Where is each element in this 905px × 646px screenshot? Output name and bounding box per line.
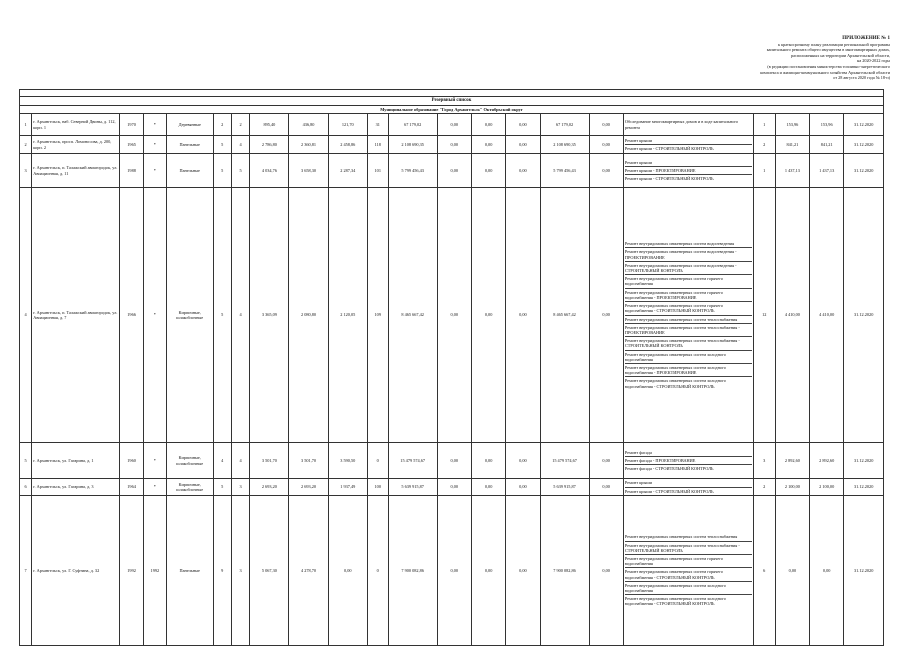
appendix-line: на 2020-2022 годы [857,58,890,64]
cell-c3: 0,00 [471,479,505,496]
cell-p2: 1 437,13 [810,154,844,188]
cell-n: 2 [20,136,32,154]
table-row [20,114,884,136]
cell-res: 31 [367,114,388,136]
table-header-spacer [20,90,884,97]
cell-area2: 2 080,80 [289,188,328,443]
work-item: Ремонт крыши [625,159,752,167]
cell-c5: 5 639 915,87 [540,479,589,496]
cell-mat: Панельные [166,154,213,188]
work-item: Ремонт крыши - ПРОЕКТИРОВАНИЕ [625,167,752,175]
cell-p1: 2 100,00 [775,479,809,496]
work-item: Ремонт внутридомовых инженерных систем холодного водоснабжения [625,582,752,595]
cell-fl: 5 [213,188,231,443]
cell-q: 6 [753,496,775,646]
table-row [20,496,884,646]
work-item: Ремонт внутридомовых инженерных систем холодного водоснабжения - ПРОЕКТИРОВАНИЕ [625,364,752,377]
municipality-caption: Муниципальное образование "Город Архангельск" Октябрьский округ [20,106,884,114]
appendix-line: (в редакции постановления министерства топливно-энергетического [767,63,890,69]
cell-fl: 4 [213,443,231,479]
work-item: Ремонт внутридомовых инженерных систем горячего водоснабжения - СТРОИТЕЛЬНЫЙ КОНТРОЛЬ [625,302,752,315]
work-item: Ремонт внутридомовых инженерных систем горячего водоснабжения - ПРОЕКТИРОВАНИЕ [625,289,752,302]
cell-mat: Кирпичные, шлакоблочные [166,479,213,496]
cell-y2: * [143,136,166,154]
cell-c6: 0,00 [589,136,623,154]
cell-c1: 67 179,02 [388,114,437,136]
cell-c5: 67 179,02 [540,114,589,136]
appendix-line: капитального ремонта общего имущества в многоквартирных домах, [766,47,890,53]
cell-c2: 0,00 [437,136,471,154]
cell-c4: 0,00 [506,154,540,188]
cell-p1: 841,21 [775,136,809,154]
work-item: Ремонт внутридомовых инженерных систем теплоснабжения - СТРОИТЕЛЬНЫЙ КОНТРОЛЬ [625,542,752,555]
cell-c4: 0,00 [506,496,540,646]
cell-c1: 5 799 456,43 [388,154,437,188]
cell-ent: 4 [231,188,249,443]
cell-c3: 0,00 [471,496,505,646]
cell-addr: г. Архангельск, п. Талажский авиагородок, ул. Авиационная, д. 7 [32,188,120,443]
cell-y2: * [143,154,166,188]
cell-area2: 3 501,70 [289,443,328,479]
table-subcaption-row [20,106,884,114]
work-item: Ремонт фасада [625,449,752,457]
cell-q: 2 [753,479,775,496]
work-item: Ремонт внутридомовых инженерных систем горячего водоснабжения - СТРОИТЕЛЬНЫЙ КОНТРОЛЬ [625,568,752,581]
cell-works [623,114,753,136]
cell-c2: 0,00 [437,479,471,496]
cell-n: 5 [20,443,32,479]
cell-area1: 895,40 [250,114,289,136]
cell-c5: 15 479 574,67 [540,443,589,479]
table-row [20,188,884,443]
work-item: Ремонт внутридомовых инженерных систем холодного водоснабжения [625,351,752,364]
cell-d: 31.12.2020 [844,154,884,188]
work-item: Ремонт крыши [625,137,752,145]
cell-addr: г. Архангельск, п. Талажский авиагородок, ул. Авиационная, д. 11 [32,154,120,188]
cell-area3: 2 120,05 [328,188,367,443]
cell-q: 2 [753,136,775,154]
cell-area1: 2 786,80 [250,136,289,154]
cell-y2: * [143,479,166,496]
cell-area1: 5 067,30 [250,496,289,646]
cell-q: 1 [753,114,775,136]
cell-fl: 5 [213,154,231,188]
cell-area1: 4 034,76 [250,154,289,188]
cell-y1: 1966 [120,188,143,443]
work-item: Ремонт внутридомовых инженерных систем теплоснабжения - СТРОИТЕЛЬНЫЙ КОНТРОЛЬ [625,337,752,350]
cell-p1: 2 892,60 [775,443,809,479]
cell-area3: 3 590,50 [328,443,367,479]
cell-d: 31.12.2020 [844,188,884,443]
cell-area1: 2 693,20 [250,479,289,496]
cell-addr: г. Архангельск, ул. Гагарина, д. 1 [32,443,120,479]
cell-works [623,496,753,646]
table-row [20,443,884,479]
work-item: Ремонт фасада - ПРОЕКТИРОВАНИЕ [625,457,752,465]
cell-area2: 2 693,20 [289,479,328,496]
cell-res: 101 [367,154,388,188]
cell-res: 0 [367,443,388,479]
work-item: Ремонт фасада - СТРОИТЕЛЬНЫЙ КОНТРОЛЬ [624,466,714,472]
cell-c6: 0,00 [589,496,623,646]
appendix-line: комплекса и жилищно-коммунального хозяйства Архангельской области [760,69,890,75]
cell-c4: 0,00 [506,114,540,136]
appendix-header [560,36,890,81]
cell-c3: 0,00 [471,154,505,188]
work-item: Ремонт внутридомовых инженерных систем теплоснабжения - ПРОЕКТИРОВАНИЕ [625,324,752,337]
cell-works [623,188,753,443]
cell-res: 100 [367,479,388,496]
cell-ent: 3 [231,479,249,496]
cell-q: 12 [753,188,775,443]
cell-p2: 2 100,00 [810,479,844,496]
cell-p2: 841,21 [810,136,844,154]
cell-c6: 0,00 [589,114,623,136]
cell-d: 31.12.2020 [844,496,884,646]
work-item: Ремонт внутридомовых инженерных систем водоотведения - ПРОЕКТИРОВАНИЕ [625,248,752,261]
cell-res: 0 [367,496,388,646]
cell-p1: 0,00 [775,496,809,646]
cell-c3: 0,00 [471,443,505,479]
cell-mat: Деревянные [166,114,213,136]
cell-c6: 0,00 [589,479,623,496]
cell-res: 118 [367,136,388,154]
cell-area3: 121,70 [328,114,367,136]
work-item: Ремонт крыши [625,479,752,487]
table-row [20,154,884,188]
cell-mat: Кирпичные, шлакоблочные [166,443,213,479]
cell-area3: 2 287,34 [328,154,367,188]
cell-c4: 0,00 [506,479,540,496]
cell-area2: 4 278,70 [289,496,328,646]
cell-c6: 0,00 [589,443,623,479]
work-item: Ремонт внутридомовых инженерных систем теплоснабжения [625,533,752,541]
cell-area2: 2 360,81 [289,136,328,154]
cell-p2: 0,00 [810,496,844,646]
cell-c2: 0,00 [437,188,471,443]
cell-ent: 2 [231,114,249,136]
cell-c1: 15 479 574,67 [388,443,437,479]
cell-c1: 7 900 082,86 [388,496,437,646]
cell-works [623,154,753,188]
cell-p1: 1 437,13 [775,154,809,188]
cell-c4: 0,00 [506,136,540,154]
cell-c6: 0,00 [589,154,623,188]
cell-c3: 0,00 [471,188,505,443]
cell-mat: Кирпичные, шлакоблочные [166,188,213,443]
cell-y1: 1965 [120,136,143,154]
cell-p2: 2 892,60 [810,443,844,479]
cell-c1: 2 108 690,35 [388,136,437,154]
cell-c4: 0,00 [506,443,540,479]
work-item: Ремонт внутридомовых инженерных систем холодного водоснабжения - СТРОИТЕЛЬНЫЙ КОНТРОЛЬ [624,596,726,607]
cell-d: 31.12.2020 [844,443,884,479]
table-caption: Резервный список [20,97,884,106]
work-item: Ремонт крыши - СТРОИТЕЛЬНЫЙ КОНТРОЛЬ [624,176,714,182]
cell-c5: 2 108 690,35 [540,136,589,154]
work-item: Ремонт внутридомовых инженерных систем горячего водоснабжения [625,555,752,568]
cell-c6: 0,00 [589,188,623,443]
cell-y1: 1988 [120,154,143,188]
cell-n: 4 [20,188,32,443]
cell-y2: * [143,443,166,479]
cell-mat: Панельные [166,136,213,154]
cell-c4: 0,00 [506,188,540,443]
cell-p2: 153,96 [810,114,844,136]
cell-ent: 5 [231,154,249,188]
work-item: Ремонт внутридомовых инженерных систем холодного водоснабжения - СТРОИТЕЛЬНЫЙ КОНТРОЛЬ [624,378,726,389]
cell-works [623,443,753,479]
cell-y2: * [143,188,166,443]
cell-addr: г. Архангельск, ул. Гагарина, д. 3 [32,479,120,496]
cell-q: 3 [753,443,775,479]
cell-n: 3 [20,154,32,188]
appendix-line: расположенных на территории Архангельской области, [791,52,890,58]
cell-area1: 3 501,70 [250,443,289,479]
cell-fl: 5 [213,136,231,154]
cell-n: 7 [20,496,32,646]
cell-c1: 8 465 667,42 [388,188,437,443]
appendix-line: от 28 августа 2020 года № 18-п) [833,75,890,81]
cell-addr: г. Архангельск, просп. Ломоносова, д. 200, корп. 2 [32,136,120,154]
cell-y1: 1970 [120,114,143,136]
cell-mat: Панельные [166,496,213,646]
cell-fl: 9 [213,496,231,646]
cell-n: 1 [20,114,32,136]
work-item: Обследование многоквартирных домов и в ходе капитального ремонта [624,119,739,130]
cell-fl: 5 [213,479,231,496]
work-item: Ремонт внутридомовых инженерных систем теплоснабжения [625,316,752,324]
cell-fl: 2 [213,114,231,136]
table-row [20,479,884,496]
cell-c2: 0,00 [437,114,471,136]
cell-y1: 1992 [120,496,143,646]
cell-area2: 436,80 [289,114,328,136]
table-caption-row [20,97,884,106]
work-item: Ремонт внутридомовых инженерных систем водоотведения - СТРОИТЕЛЬНЫЙ КОНТРОЛЬ [625,262,752,275]
work-item: Ремонт внутридомовых инженерных систем водоотведения [625,240,752,248]
cell-d: 31.12.2020 [844,479,884,496]
cell-c2: 0,00 [437,496,471,646]
cell-d: 31.12.2020 [844,136,884,154]
work-item: Ремонт крыши - СТРОИТЕЛЬНЫЙ КОНТРОЛЬ [624,146,714,151]
cell-n: 6 [20,479,32,496]
cell-area3: 1 937,49 [328,479,367,496]
appendix-line: к краткосрочному плану реализации региональной программы [778,41,890,47]
cell-c5: 5 799 456,43 [540,154,589,188]
work-item: Ремонт крыши - СТРОИТЕЛЬНЫЙ КОНТРОЛЬ [624,488,714,494]
cell-ent: 3 [231,496,249,646]
cell-works [623,136,753,154]
cell-works [623,479,753,496]
cell-area2: 3 658,30 [289,154,328,188]
cell-ent: 4 [231,443,249,479]
cell-d: 31.12.2020 [844,114,884,136]
cell-area3: 0,00 [328,496,367,646]
cell-c2: 0,00 [437,154,471,188]
cell-c5: 7 900 082,86 [540,496,589,646]
reserve-list-table [19,89,884,646]
cell-y1: 1964 [120,479,143,496]
cell-area1: 3 365,09 [250,188,289,443]
cell-p1: 4 410,00 [775,188,809,443]
cell-c2: 0,00 [437,443,471,479]
cell-y2: * [143,114,166,136]
cell-q: 1 [753,154,775,188]
cell-c3: 0,00 [471,136,505,154]
cell-ent: 4 [231,136,249,154]
table-row [20,136,884,154]
cell-addr: г. Архангельск, наб. Северной Двины, д. 112, корп. 1 [32,114,120,136]
cell-y2: 1992 [143,496,166,646]
cell-addr: г. Архангельск, ул. Г. Суфтина, д. 32 [32,496,120,646]
work-item: Ремонт внутридомовых инженерных систем горячего водоснабжения [625,275,752,288]
cell-c1: 5 639 915,87 [388,479,437,496]
cell-c5: 8 465 667,42 [540,188,589,443]
cell-res: 109 [367,188,388,443]
cell-y1: 1960 [120,443,143,479]
cell-p2: 4 410,00 [810,188,844,443]
cell-p1: 153,96 [775,114,809,136]
cell-area3: 2 458,86 [328,136,367,154]
cell-c3: 0,00 [471,114,505,136]
appendix-title: ПРИЛОЖЕНИЕ № 1 [842,36,890,41]
